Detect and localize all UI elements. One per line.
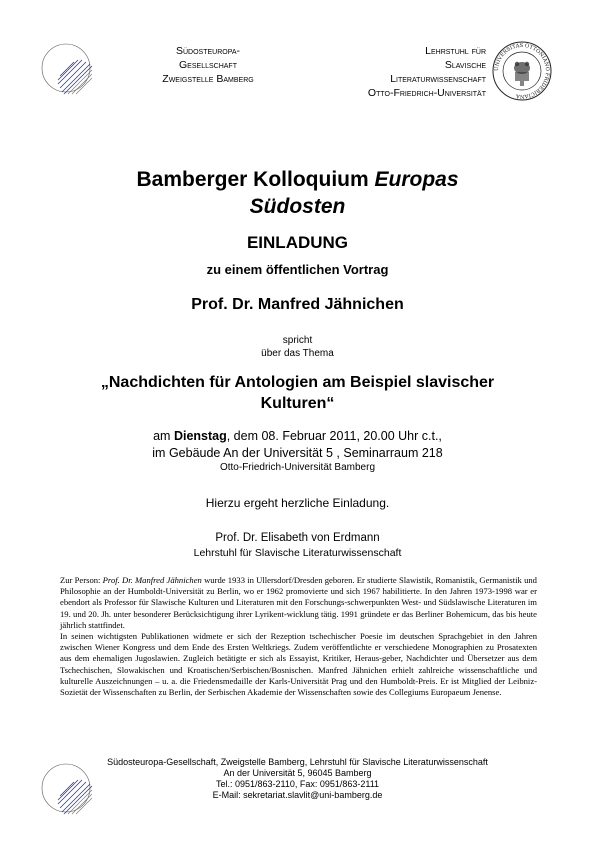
bio-text-1: wurde 1933 in Ullersdorf/Dresden geboren. Er studierte Slawistik, Romanistik, Germanistik und Philosophie an der Humboldt-Universität zu Berlin, wo er 1962 promovierte und sich 1967 habilitierte. In den Jahren 1973-1998 war er ebendort als Professor für Slawische Kulturen und Literaturen mit den Forschungs-schwerpunkten West- und Südslawische Literaturen im 19. und 20. Jh. unter besonderer Berücksichtigung ihrer Lyrikent-wicklung tätig. 1991 gründete er das Berliner Bohemicum, das bis heute jährlich stattfindet. [60, 575, 537, 630]
society-name-line-3: Zweigstelle Bamberg [162, 73, 254, 85]
lecture-subtitle: zu einem öffentlichen Vortrag [206, 262, 389, 277]
invitation-greeting: Hierzu ergeht herzliche Einladung. [205, 496, 390, 510]
bio-name: Prof. Dr. Manfred Jähnichen [102, 575, 202, 585]
signature-name: Prof. Dr. Elisabeth von Erdmann [215, 532, 380, 544]
society-logo-top [38, 40, 94, 96]
footer-phone: Tel.: 0951/863-2110, Fax: 0951/863-2111 [215, 779, 380, 789]
society-name-line-1: Südosteuropa- [175, 45, 241, 57]
event-date-time: , dem 08. Februar 2011, 20.00 Uhr c.t., [226, 429, 442, 443]
signature-block [0, 531, 595, 561]
invitation-heading: EINLADUNG [246, 233, 349, 252]
speaks-line-2: über das Thema [261, 348, 334, 359]
speaker-name: Prof. Dr. Manfred Jähnichen [191, 296, 404, 313]
chair-name-line-4: Otto-Friedrich-Universität [367, 87, 486, 99]
footer-email: E-Mail: sekretariat.slavlit@uni-bamberg.de [212, 790, 383, 800]
event-details [0, 428, 595, 462]
bio-paragraph-1 [60, 575, 537, 631]
university-seal [491, 40, 553, 102]
svg-text:UNIVERSITAS OTTONIANO FRIDERIC: UNIVERSITAS OTTONIANO FRIDERICIANA [493, 42, 551, 100]
topic-line-2: Kulturen“ [260, 395, 335, 412]
event-day: Dienstag [173, 429, 227, 443]
society-header [120, 44, 296, 86]
speaks-line-1: spricht [282, 335, 313, 346]
title-plain: Bamberger Kolloquium [136, 168, 375, 191]
bio-prefix: Zur Person: [60, 575, 103, 585]
lecture-topic [0, 372, 595, 414]
footer-contact [0, 757, 595, 801]
bio-paragraph-2: In seinen wichtigsten Publikationen widmete er sich der Rezeption tschechischer Poesie im deutschen Sprachgebiet in den Jahren zwischen Wiener Kongress und dem Ende des Ersten Weltkriegs. Zudem veröffentlichte er verschiedene Monographien zu Prosatexten aus dem ehemaligen Jugoslawien. Zugleich betätigte er sich als Essayist, Kritiker, Heraus-geber, Nachdichter und Übersetzer aus dem Tschechischen, Slowakischen und Kroatischen/Serbischen/Bosnischen. Manfred Jähnichen erhielt zahlreiche wissenschaftliche und kulturelle Auszeichnungen – u. a. die Friedensmedaille der Karls-Universität Prag und den Humboldt-Preis. Er ist Mitglied der Leibniz-Sozietät der Wissenschaften zu Berlin, der Serbischen Akademie der Wissenschaften sowie des Collegiums Europaeum Jenense. [60, 631, 537, 698]
speaks-about [0, 334, 595, 360]
society-name-line-2: Gesellschaft [179, 59, 237, 71]
event-location: im Gebäude An der Universität 5 , Seminarraum 218 [152, 446, 443, 460]
event-university: Otto-Friedrich-Universität Bamberg [219, 462, 376, 473]
chair-header [300, 44, 486, 100]
topic-line-1: „Nachdichten für Antologien am Beispiel slavischer [100, 374, 495, 391]
title-italic-1: Europas [374, 168, 459, 191]
title-italic-2: Südosten [249, 195, 346, 218]
footer-address: An der Universität 5, 96045 Bamberg [223, 768, 372, 778]
chair-name-line-3: Literaturwissenschaft [390, 73, 486, 85]
signature-role: Lehrstuhl für Slavische Literaturwissenschaft [193, 547, 402, 559]
footer-line-1: Südosteuropa-Gesellschaft, Zweigstelle Bamberg, Lehrstuhl für Slavische Literaturwissenschaft [107, 757, 488, 767]
event-pre: am [153, 429, 174, 443]
chair-name-line-2: Slavische [444, 59, 486, 71]
speaker-biography [60, 575, 537, 698]
chair-name-line-1: Lehrstuhl für [425, 45, 486, 57]
colloquium-title [0, 166, 595, 220]
